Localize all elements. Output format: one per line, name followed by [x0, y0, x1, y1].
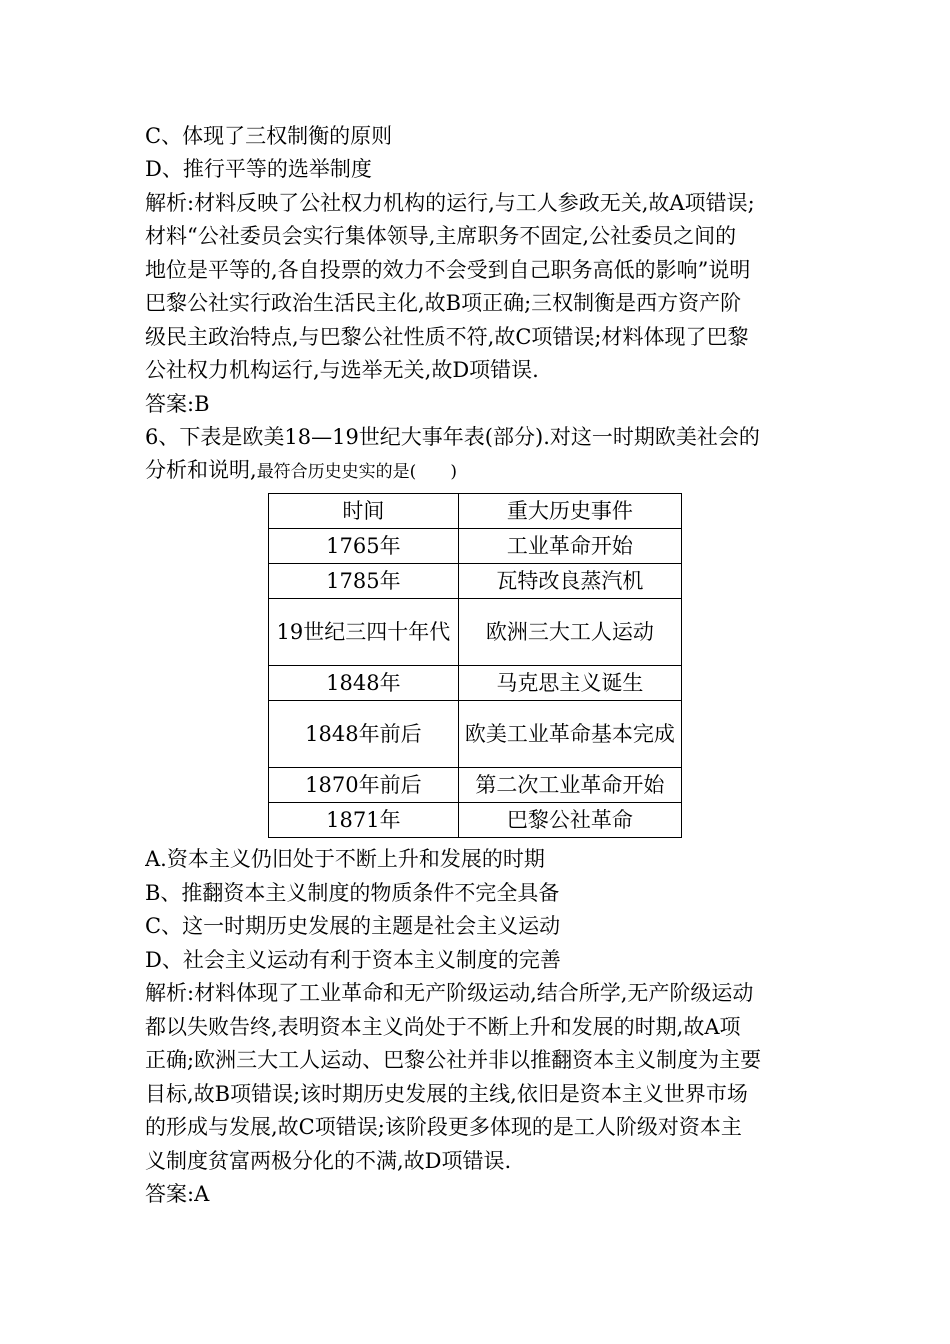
cell-time: 1871年 — [269, 803, 459, 838]
q6-analysis-line: 正确;欧洲三大工人运动、巴黎公社并非以推翻资本主义制度为主要 — [145, 1048, 762, 1072]
cell-event: 巴黎公社革命 — [458, 803, 681, 838]
q6-option-d: D、社会主义运动有利于资本主义制度的完善 — [145, 948, 561, 972]
cell-event: 第二次工业革命开始 — [458, 768, 681, 803]
header-time: 时间 — [269, 494, 459, 529]
table-row — [269, 803, 682, 838]
q5-analysis-line: 解析:材料反映了公社权力机构的运行,与工人参政无关,故A项错误; — [145, 191, 755, 215]
q5-analysis-line: 公社权力机构运行,与选举无关,故D项错误. — [145, 358, 539, 382]
q5-answer: 答案:B — [145, 392, 210, 416]
q6-stem-line: 6、下表是欧美18—19世纪大事年表(部分).对这一时期欧美社会的 — [145, 425, 760, 449]
q5-analysis-line: 级民主政治特点,与巴黎公社性质不符,故C项错误;材料体现了巴黎 — [145, 325, 749, 349]
q6-analysis-line: 目标,故B项错误;该时期历史发展的主线,依旧是资本主义世界市场 — [145, 1082, 748, 1106]
q5-analysis-line: 巴黎公社实行政治生活民主化,故B项正确;三权制衡是西方资产阶 — [145, 291, 742, 315]
cell-time: 1848年前后 — [269, 701, 459, 768]
table-row — [269, 701, 682, 768]
q6-stem-main: 分析和说明, — [145, 458, 257, 482]
cell-event: 马克思主义诞生 — [458, 666, 681, 701]
q5-option-c: C、体现了三权制衡的原则 — [145, 124, 393, 148]
q5-analysis-line: 材料“公社委员会实行集体领导,主席职务不固定,公社委员之间的 — [145, 224, 737, 248]
q6-stem-line — [145, 455, 825, 487]
q5-option-d: D、推行平等的选举制度 — [145, 157, 372, 181]
q6-answer: 答案:A — [145, 1182, 210, 1206]
q6-analysis-line: 都以失败告终,表明资本主义尚处于不断上升和发展的时期,故A项 — [145, 1015, 741, 1039]
q6-option-c: C、这一时期历史发展的主题是社会主义运动 — [145, 914, 561, 938]
table-row — [269, 564, 682, 599]
cell-time: 1848年 — [269, 666, 459, 701]
cell-time: 19世纪三四十年代 — [269, 599, 459, 666]
q6-option-a: A.资本主义仍旧处于不断上升和发展的时期 — [145, 847, 545, 871]
events-table — [268, 493, 682, 838]
cell-time: 1870年前后 — [269, 768, 459, 803]
q6-stem-tail: 最符合历史史实的是( ) — [256, 462, 457, 482]
cell-event: 瓦特改良蒸汽机 — [458, 564, 681, 599]
q6-analysis-line: 解析:材料体现了工业革命和无产阶级运动,结合所学,无产阶级运动 — [145, 981, 754, 1005]
table-header-row — [269, 494, 682, 529]
table-row — [269, 599, 682, 666]
header-event: 重大历史事件 — [458, 494, 681, 529]
cell-event: 工业革命开始 — [458, 529, 681, 564]
cell-event: 欧美工业革命基本完成 — [458, 701, 681, 768]
table-row — [269, 768, 682, 803]
cell-event: 欧洲三大工人运动 — [458, 599, 681, 666]
q5-analysis-line: 地位是平等的,各自投票的效力不会受到自己职务高低的影响”说明 — [145, 258, 751, 282]
q6-analysis-line: 的形成与发展,故C项错误;该阶段更多体现的是工人阶级对资本主 — [145, 1115, 742, 1139]
table-row — [269, 529, 682, 564]
cell-time: 1765年 — [269, 529, 459, 564]
cell-time: 1785年 — [269, 564, 459, 599]
table-row — [269, 666, 682, 701]
q6-option-b: B、推翻资本主义制度的物质条件不完全具备 — [145, 881, 560, 905]
q6-analysis-line: 义制度贫富两极分化的不满,故D项错误. — [145, 1149, 512, 1173]
